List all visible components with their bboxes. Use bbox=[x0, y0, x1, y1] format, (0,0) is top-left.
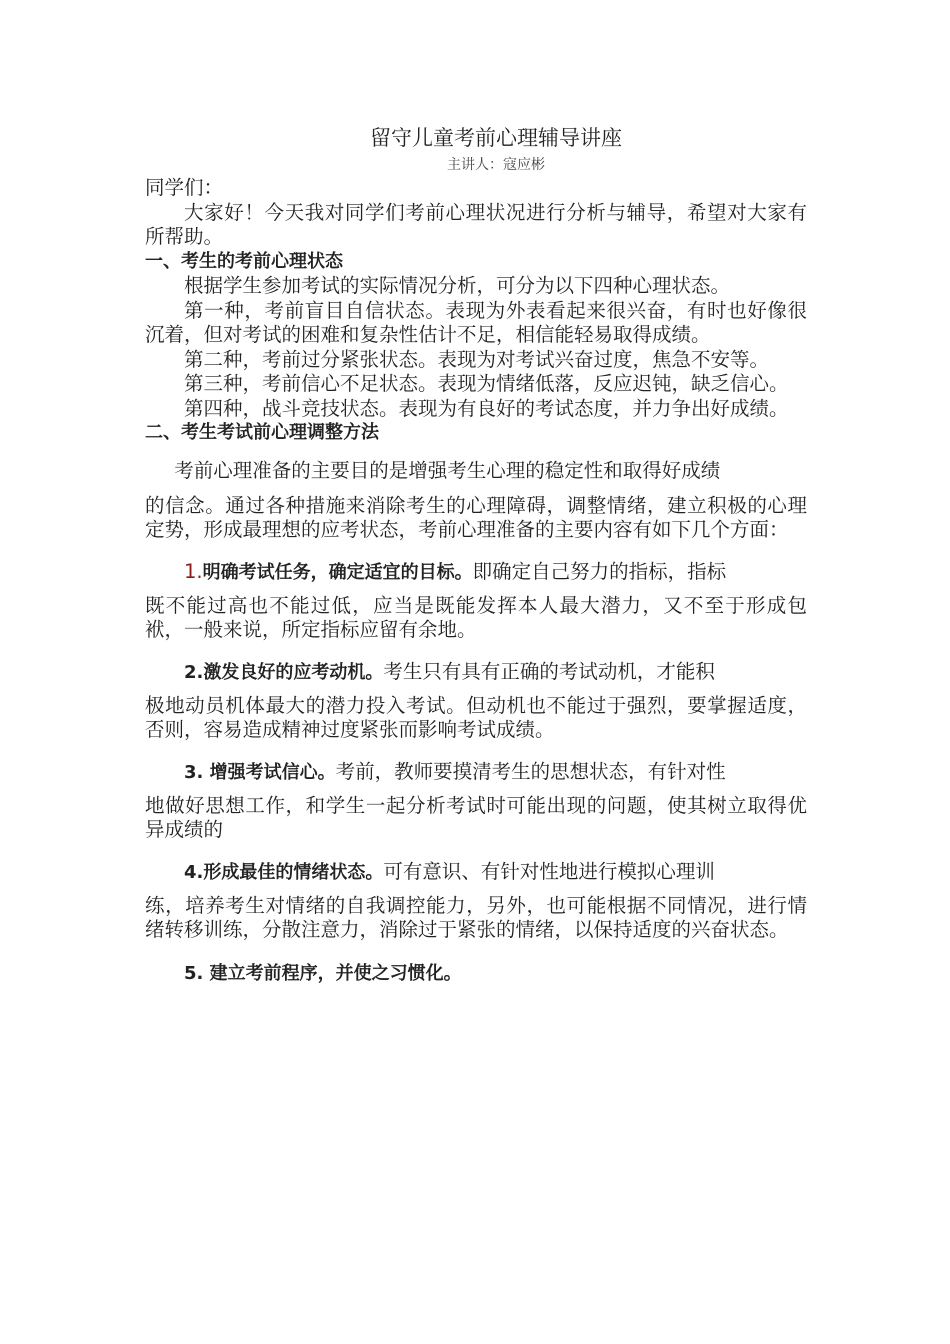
method-item-3-text: 考前，教师要摸清考生的思想状态，有针对性 bbox=[335, 759, 726, 783]
state1-paragraph: 第一种，考前盲目自信状态。表现为外表看起来很兴奋，有时也好像很沉着，但对考试的困难和复杂性估计不足，相信能轻易取得成绩。 bbox=[145, 298, 807, 346]
state2-paragraph: 第二种，考前过分紧张状态。表现为对考试兴奋过度，焦急不安等。 bbox=[184, 347, 770, 371]
section1-lead: 根据学生参加考试的实际情况分析，可分为以下四种心理状态。 bbox=[184, 274, 731, 297]
method-item-4-heading: 形成最佳的情绪状态。 bbox=[203, 861, 384, 883]
document-body bbox=[145, 122, 807, 986]
section2-lead bbox=[145, 452, 807, 543]
method-item-4 bbox=[145, 857, 807, 943]
method-item-2 bbox=[145, 657, 807, 743]
doc-title: 留守儿童考前心理辅导讲座 bbox=[370, 126, 622, 150]
method-item-2-first bbox=[145, 657, 807, 688]
method-item-4-rest: 练，培养考生对情绪的自我调控能力，另外，也可能根据不同情况，进行情绪转移训练，分散注意力，消除过于紧张的情绪，以保持适度的兴奋状态。 bbox=[145, 893, 807, 941]
method-item-4-first bbox=[145, 857, 807, 888]
section1-heading: 一、考生的考前心理状态 bbox=[145, 250, 343, 272]
method-item-3-number: 3. bbox=[184, 761, 204, 783]
method-item-4-text: 可有意识、有针对性地进行模拟心理训 bbox=[383, 859, 715, 883]
section2-lead-rest: 的信念。通过各种措施来消除考生的心理障碍，调整情绪，建立积极的心理定势，形成最理想的应考状态，考前心理准备的主要内容有如下几个方面： bbox=[145, 493, 807, 541]
method-item-5-first bbox=[145, 961, 807, 987]
method-item-1-rest: 既不能过高也不能过低，应当是既能发挥本人最大潜力，又不至于形成包袱，一般来说，所定指标应留有余地。 bbox=[145, 593, 807, 641]
section2-lead-line1: 考前心理准备的主要目的是增强考生心理的稳定性和取得好成绩 bbox=[174, 458, 721, 482]
method-item-1-text: 即确定自己努力的指标，指标 bbox=[472, 559, 727, 583]
method-item-3-rest: 地做好思想工作，和学生一起分析考试时可能出现的问题，使其树立取得优异成绩的 bbox=[145, 793, 807, 841]
method-item-2-text: 考生只有具有正确的考试动机，才能积 bbox=[383, 659, 715, 683]
method-item-2-rest: 极地动员机体最大的潜力投入考试。但动机也不能过于强烈，要掌握适度，否则，容易造成精神过度紧张而影响考试成绩。 bbox=[145, 693, 807, 741]
method-item-5-heading: 建立考前程序，并使之习惯化。 bbox=[209, 962, 462, 984]
method-item-2-heading: 激发良好的应考动机。 bbox=[203, 661, 384, 683]
doc-speaker: 主讲人：寇应彬 bbox=[447, 157, 545, 173]
method-item-3-heading: 增强考试信心。 bbox=[209, 761, 336, 783]
method-item-4-number: 4. bbox=[184, 861, 204, 883]
method-item-5-number: 5. bbox=[184, 962, 204, 984]
intro-paragraph: 大家好！今天我对同学们考前心理状况进行分析与辅导，希望对大家有所帮助。 bbox=[145, 200, 807, 248]
method-item-1-first bbox=[145, 557, 807, 588]
method-item-1-heading: 明确考试任务，确定适宜的目标。 bbox=[202, 561, 473, 583]
section2-heading: 二、考生考试前心理调整方法 bbox=[145, 422, 379, 443]
method-item-1 bbox=[145, 557, 807, 643]
method-item-1-number: 1. bbox=[184, 559, 203, 583]
method-item-3-first bbox=[145, 757, 807, 788]
method-item-2-number: 2. bbox=[184, 661, 204, 683]
state4-paragraph: 第四种，战斗竞技状态。表现为有良好的考试态度，并力争出好成绩。 bbox=[184, 396, 789, 420]
method-item-5 bbox=[145, 961, 807, 987]
greeting: 同学们： bbox=[145, 176, 224, 199]
state3-paragraph: 第三种，考前信心不足状态。表现为情绪低落，反应迟钝，缺乏信心。 bbox=[184, 372, 789, 395]
method-item-3 bbox=[145, 757, 807, 843]
